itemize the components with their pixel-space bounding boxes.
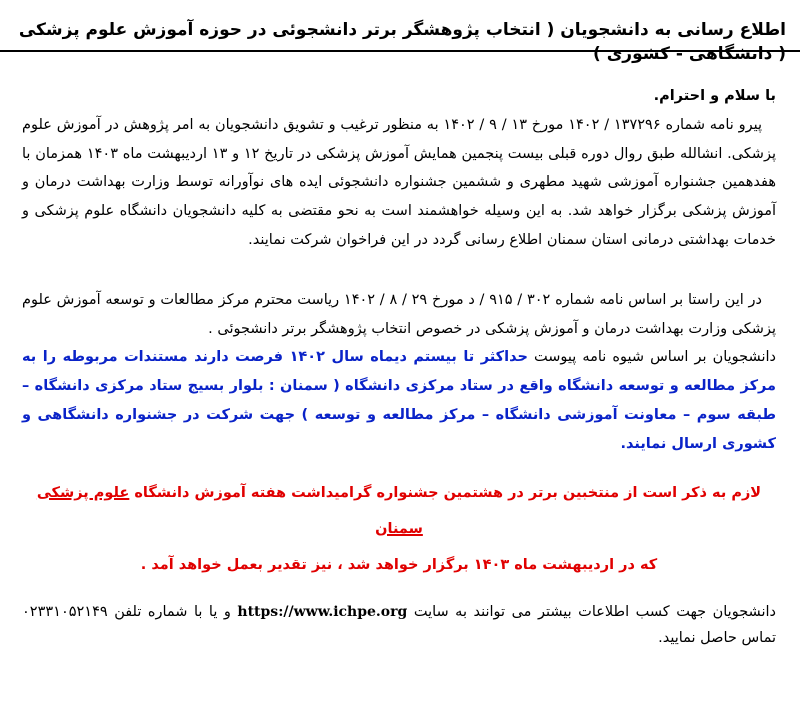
title-divider bbox=[0, 50, 800, 52]
document-body bbox=[22, 82, 776, 651]
contact-tail: تماس حاصل نمایید. bbox=[658, 629, 776, 646]
notice-line-2: که در اردیبهشت ماه ۱۴۰۳ برگزار خواهد شد ، نیز تقدیر بعمل خواهد آمد . bbox=[140, 556, 658, 573]
phone-number: ۰۲۳۳۱۰۵۲۱۴۹ bbox=[22, 603, 108, 620]
deadline-details: حداکثر تا بیستم دیماه سال ۱۴۰۲ فرصت دارند مستندات مربوطه را به مرکز مطالعه و توسعه دانشگاه واقع در ستاد مرکزی دانشگاه ( سمنان : بلوار بسیج ستاد مرکزی دانشگاه – طبقه سوم – معاونت آموزشی دانشگاه – مرکز مطالعه و توسعه ) جهت شرکت در جشنواره دانشگاهی و کشوری ارسال نمایند. bbox=[22, 349, 776, 452]
contact-middle: و یا با شماره تلفن bbox=[114, 603, 231, 620]
contact-lead: دانشجویان جهت کسب اطلاعات بیشتر می توانند به سایت bbox=[413, 603, 777, 620]
festival-notice bbox=[22, 475, 776, 583]
website-link[interactable]: https://www.ichpe.org bbox=[237, 603, 408, 620]
paragraph-intro: پیرو نامه شماره ۱۳۷۲۹۶ / ۱۴۰۲ مورخ ۱۳ / ۹ / ۱۴۰۲ به منظور ترغیب و تشویق دانشجویان به امر پژوهش در آموزش علوم پزشکی. انشالله طبق روال دوره قبلی بیست پنجمین همایش آموزش پزشکی در تاریخ ۱۲ و ۱۳ اردیبهشت ماه ۱۴۰۳ همزمان با هفدهمین جشنواره آموزشی شهید مطهری و ششمین جشنواره دانشجوئی ایده های نوآورانه توسط وزارت بهداشت درمان و آموزش پزشکی برگزار خواهد شد. به این وسیله خواهشمند است به نحو مقتضی به کلیه دانشجویان دانشگاه علوم پزشکی و خدمات بهداشتی درمانی استان سمنان اطلاع رسانی گردد در این فراخوان شرکت نمایند. bbox=[22, 116, 776, 248]
paragraph-deadline bbox=[22, 343, 776, 458]
notice-line-1 bbox=[22, 475, 776, 547]
paragraph-guidelines: در این راستا بر اساس نامه شماره ۳۰۲ / ۹۱۵ / د مورخ ۲۹ / ۸ / ۱۴۰۲ ریاست محترم مرکز مطالعات و توسعه آموزش علوم پزشکی وزارت بهداشت درمان و آموزش پزشکی در خصوص انتخاب پژوهشگر برتر دانشجوئی . bbox=[22, 291, 776, 337]
document-title: اطلاع رسانی به دانشجویان ( انتخاب پژوهشگر برتر دانشجوئی در حوزه آموزش علوم پزشکی ( دانشگاهی - کشوری ) bbox=[18, 20, 786, 64]
deadline-lead: دانشجویان بر اساس شیوه نامه پیوست bbox=[533, 349, 776, 366]
notice-university-name: علوم پزشکی سمنان bbox=[36, 484, 423, 537]
notice-line-1-lead: لازم به ذکر است از منتخبین برتر در هشتمین جشنواره گرامیداشت هفته آموزش دانشگاه bbox=[134, 484, 762, 501]
contact-paragraph bbox=[22, 599, 776, 651]
greeting: با سلام و احترام. bbox=[653, 88, 776, 104]
